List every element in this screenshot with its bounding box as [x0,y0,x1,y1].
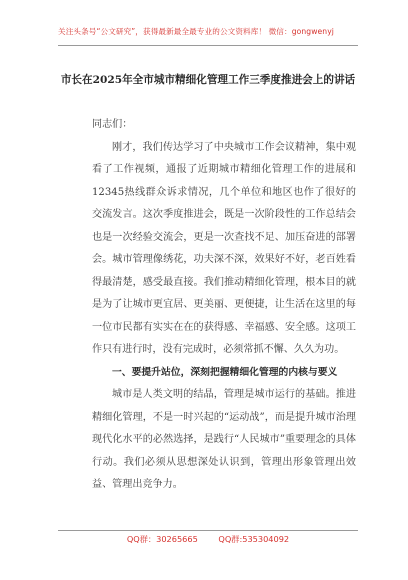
body-paragraph: 刚才，我们传达学习了中央城市工作会议精神，集中观看了工作视频，通报了近期城市精细化管理工作的进展和12345热线群众诉求情况，几个单位和地区也作了很好的交流发言。这次季度推进会，既是一次阶段性的工作总结会也是一次经验交流会，更是一次查找不足、加压奋进的部署会。城市管理像绣花，功夫深不深，效果好不好，老百姓看得最清楚，感受最直接。我们推动精细化管理，根本目的就是为了让城市更宜居、更美丽、更便捷，让生活在这里的每一位市民都有实实在在的获得感、幸福感、安全感。这项工作只有进行时，没有完成时，必须常抓不懈、久久为功。 [92,141,356,355]
section-heading: 一、要提升站位，深刻把握精细化管理的内核与要义 [112,366,338,378]
document-title: 市长在2025年全市城市精细化管理工作三季度推进会上的讲话 [60,74,356,86]
footer-qq-group-1: QQ群：30265665 [126,534,198,544]
section-paragraph: 城市是人类文明的结晶，管理是城市运行的基础。推进精细化管理，不是一时兴起的“运动战”，而是提升城市治理现代化水平的必然选择，是践行“人民城市”重要理念的具体行动。我们必须从思想深处认识到，管理出形象管理出效益、管理出竞争力。 [92,389,356,490]
document-body [92,114,356,497]
footer [58,534,358,545]
greeting: 同志们： [92,119,133,130]
header-banner: 关注头条号“公文研究”，获得最新最全最专业的公文资料库！ 微信：gongwenyj [58,27,334,36]
footer-qq-group-2: QQ群:535304092 [218,534,290,544]
header-divider [58,45,358,46]
footer-divider [58,530,358,531]
